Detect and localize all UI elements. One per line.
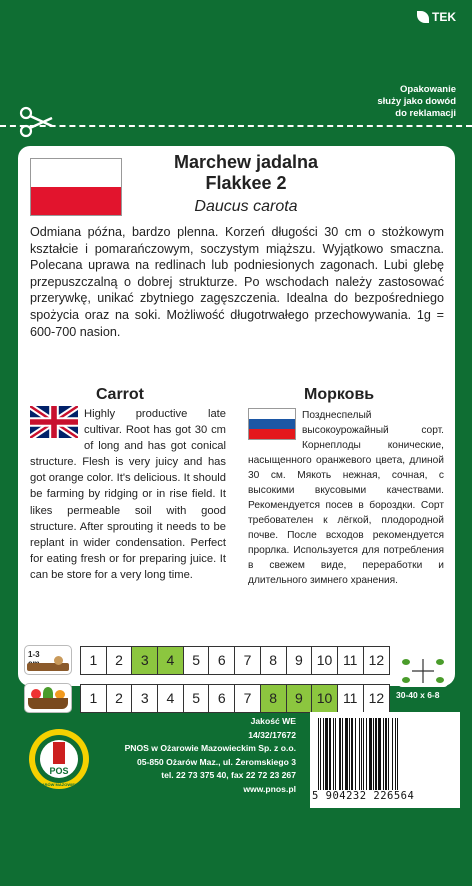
month-cell-7: 7 [235,647,261,674]
producer-info: Jakość WE 14/32/17672 PNOS w Ożarowie Mazowieckim Sp. z o.o. 05-850 Ożarów Maz., ul. Żeromskiego 3 tel. 22 73 375 40, fax 22 72 23 267 www.pnos.pl [124,716,296,794]
russian-description: Позднеспелый высокоурожайный сорт. Корнеплоды конические, насыщенного оранжевого цвета, длиной 30 см. Мякоть нежная, сочная, с высокими вкусовыми качествами. Рекомендуется посев в бороздки. Сорт требователен к лёгкой, плодородной почве. После всходов рекомендуется прорлка. Используется для потребления в свежем виде, переработки и длительного зимнего хранения. [248,410,444,586]
svg-text:POS: POS [49,766,69,776]
month-cell-6: 6 [209,685,235,712]
month-cell-8: 8 [261,647,287,674]
month-cell-7: 7 [235,685,261,712]
month-cell-1: 1 [81,685,107,712]
tek-label: TEK [432,10,456,24]
svg-text:OŻARÓW MAZOWIECKI: OŻARÓW MAZOWIECKI [36,782,82,787]
english-heading: Carrot [96,386,145,403]
month-cell-10: 10 [312,647,338,674]
plant-spacing-icon [398,655,448,687]
latin-name: Daucus carota [194,198,298,215]
plant-spacing-label: 30-40 x 6-8 [396,690,440,700]
month-cell-6: 6 [209,647,235,674]
barcode-bars [318,718,452,790]
info-panel [18,146,455,686]
pnos-logo [28,728,90,790]
month-cell-10: 10 [312,685,338,712]
flag-poland [30,158,122,216]
month-cell-3: 3 [132,647,158,674]
month-cell-4: 4 [158,647,184,674]
product-title: Marchew jadalna Flakkee 2 [173,152,319,193]
russian-heading: Морковь [304,386,375,403]
sowing-depth-icon: 1-3 [24,645,72,675]
month-cell-5: 5 [184,685,210,712]
english-description: Highly productive late cultivar. Root has got 30 cm of long and has got conical structure. Flesh is very juicy and has got orange color. It's delicious. It should be farming by ridging or in rise field. It likes permeable soil with good structure. After sprouting it needs to be replant in wider condensation. Perfect for eating fresh or for preparing juice. It can be store for a very long time. [30,408,226,581]
harvest-basket-icon [24,683,72,713]
month-cell-12: 12 [364,685,390,712]
leaf-icon [417,11,429,23]
tek-logo [417,10,456,24]
month-cell-2: 2 [107,685,133,712]
month-cell-2: 2 [107,647,133,674]
month-cell-12: 12 [364,647,390,674]
barcode [310,712,460,808]
month-cell-9: 9 [287,647,313,674]
month-cell-11: 11 [338,685,364,712]
growing-calendar [24,645,390,721]
sowing-months [80,646,390,675]
month-cell-3: 3 [132,685,158,712]
month-cell-4: 4 [158,685,184,712]
sowing-row [24,645,390,675]
month-cell-11: 11 [338,647,364,674]
month-cell-8: 8 [261,685,287,712]
month-cell-9: 9 [287,685,313,712]
complaint-notice: Opakowanie służy jako dowód do reklamacji [377,84,456,119]
scissors-icon [18,106,54,138]
barcode-digits: 5 904232 226564 [312,790,415,802]
harvest-months [80,684,390,713]
polish-description: Odmiana późna, bardzo plenna. Korzeń długości 30 cm o stożkowym kształcie i pomarańczowym, soczystym miąższu. Wyjątkowo smaczna. Polecana uprawa na redlinach lub podniesionych zagonach. Lubi glebę przepuszczalną o dobrej strukturze. Po wschodach należy zastosować przerywkę, unikać zbytniego zagęszczenia. Idealna do bezpośredniego spożycia oraz na soki. Możliwość długotrwałego przechowywania. 1g = 600-700 nasion. [30,225,444,339]
month-cell-1: 1 [81,647,107,674]
cut-line [0,125,472,127]
harvest-row [24,683,390,713]
month-cell-5: 5 [184,647,210,674]
